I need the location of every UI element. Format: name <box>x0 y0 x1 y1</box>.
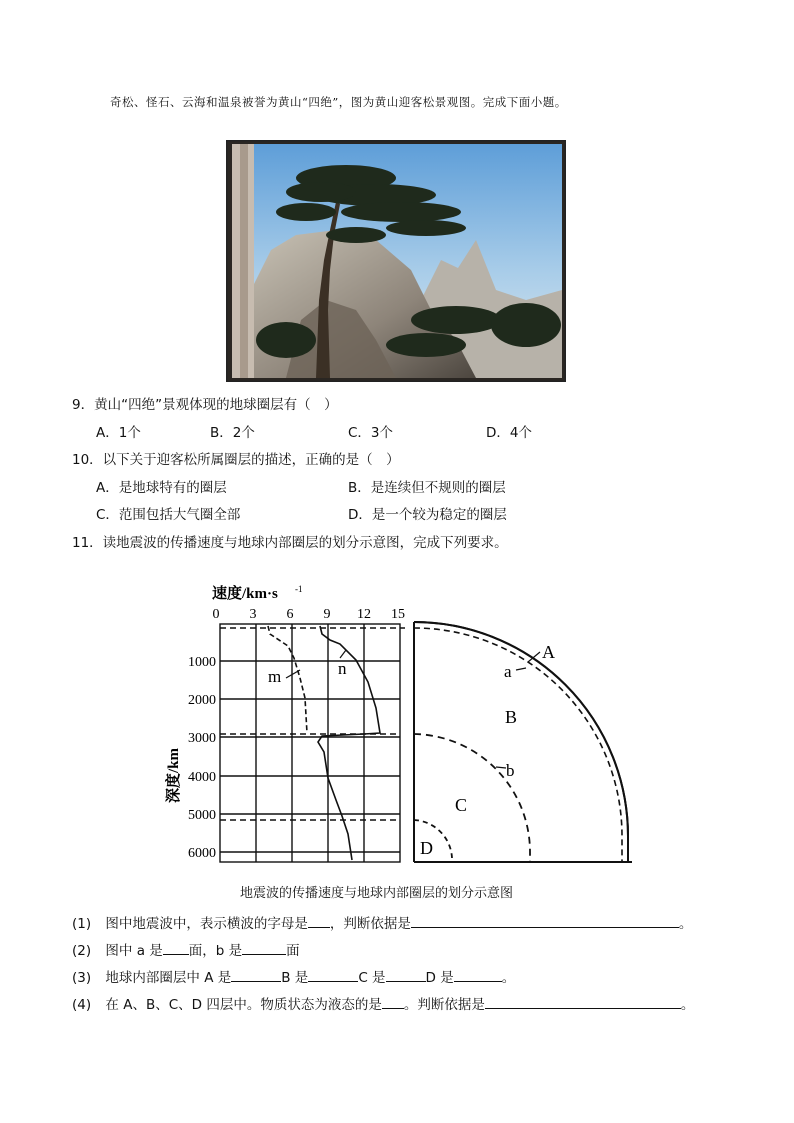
q9-stem: 9．黄山“四绝”景观体现的地球圈层有（ ） <box>72 397 338 413</box>
q10-option-a: A．是地球特有的圈层 <box>96 480 227 496</box>
depth-tick: 6000 <box>188 846 216 861</box>
q9-option-b: B．2个 <box>210 425 255 441</box>
subquestion-3 <box>72 966 515 986</box>
curve-n-label: n <box>338 659 347 678</box>
answer-blank[interactable] <box>386 967 426 982</box>
layer-d-label: D <box>420 838 433 858</box>
subquestion-text: 面 <box>286 943 300 959</box>
subquestion-text: B 是 <box>281 970 309 986</box>
answer-blank[interactable] <box>242 940 286 955</box>
subquestion-2 <box>72 939 300 959</box>
q10-option-d: D．是一个较为稳定的圈层 <box>348 507 507 523</box>
curve-m-label: m <box>268 667 282 686</box>
diagram-caption: 地震波的传播速度与地球内部圈层的划分示意图 <box>240 886 514 901</box>
q9-option-c: C．3个 <box>348 425 394 441</box>
subquestion-number: (4) <box>72 997 92 1013</box>
answer-blank[interactable] <box>163 940 189 955</box>
answer-blank[interactable] <box>411 913 679 928</box>
answer-blank[interactable] <box>485 994 681 1009</box>
q10-option-c: C．范围包括大气圈全部 <box>96 507 241 523</box>
speed-tick: 12 <box>357 607 371 622</box>
answer-blank[interactable] <box>231 967 281 982</box>
subquestion-text: 。 <box>501 970 516 986</box>
q11-stem: 11．读地震波的传播速度与地球内部圈层的划分示意图，完成下列要求。 <box>72 535 508 551</box>
speed-tick: 0 <box>212 607 220 622</box>
layer-a-label: A <box>542 642 555 662</box>
subquestion-text: C 是 <box>358 970 386 986</box>
seismic-wave-diagram <box>150 578 640 868</box>
subquestion-text: 图中 a 是 <box>105 943 163 959</box>
intro-text: 奇松、怪石、云海和温泉被誉为黄山“四绝”，图为黄山迎客松景观图。完成下面小题。 <box>110 95 567 109</box>
speed-tick: 15 <box>391 607 405 622</box>
depth-tick: 5000 <box>188 808 216 823</box>
huangshan-pine-photo <box>226 140 566 382</box>
speed-tick: 6 <box>286 607 294 622</box>
interface-b-label: b <box>506 761 515 780</box>
q9-option-d: D．4个 <box>486 425 532 441</box>
subquestion-text: 地球内部圈层中 A 是 <box>105 970 232 986</box>
subquestion-text: 。 <box>680 997 695 1013</box>
answer-blank[interactable] <box>308 967 358 982</box>
q10-option-b: B．是连续但不规则的圈层 <box>348 480 506 496</box>
subquestion-4 <box>72 993 694 1013</box>
speed-axis-unit-sup: -1 <box>295 584 303 594</box>
speed-tick: 9 <box>323 607 331 622</box>
subquestion-number: (3) <box>72 970 92 986</box>
q10-stem: 10．以下关于迎客松所属圈层的描述，正确的是（ ） <box>72 452 400 468</box>
subquestion-text: 在 A、B、C、D 四层中。物质状态为液态的是 <box>105 997 382 1013</box>
depth-tick: 1000 <box>188 655 216 670</box>
interface-a-label: a <box>504 662 512 681</box>
speed-axis-label: 速度/km·s <box>212 586 278 602</box>
interface-a-line <box>414 628 622 862</box>
q9-option-a: A．1个 <box>96 425 141 441</box>
answer-blank[interactable] <box>454 967 502 982</box>
depth-axis-label: 深度/km <box>166 747 182 803</box>
speed-tick: 3 <box>249 607 257 622</box>
subquestion-text: 。 <box>678 916 693 932</box>
subquestion-text: 。判断依据是 <box>403 997 485 1013</box>
subquestion-1 <box>72 912 692 932</box>
subquestion-text: D 是 <box>425 970 454 986</box>
depth-tick: 3000 <box>188 731 216 746</box>
depth-tick: 4000 <box>188 770 216 785</box>
subquestion-text: 图中地震波中，表示横波的字母是 <box>105 916 308 932</box>
layer-c-label: C <box>455 795 468 815</box>
subquestion-number: (1) <box>72 916 92 932</box>
subquestion-number: (2) <box>72 943 92 959</box>
depth-tick: 2000 <box>188 693 216 708</box>
answer-blank[interactable] <box>308 913 330 928</box>
subquestion-text: ，判断依据是 <box>329 916 411 932</box>
answer-blank[interactable] <box>382 994 404 1009</box>
subquestion-text: 面，b 是 <box>188 943 243 959</box>
layer-b-label: B <box>505 707 518 727</box>
